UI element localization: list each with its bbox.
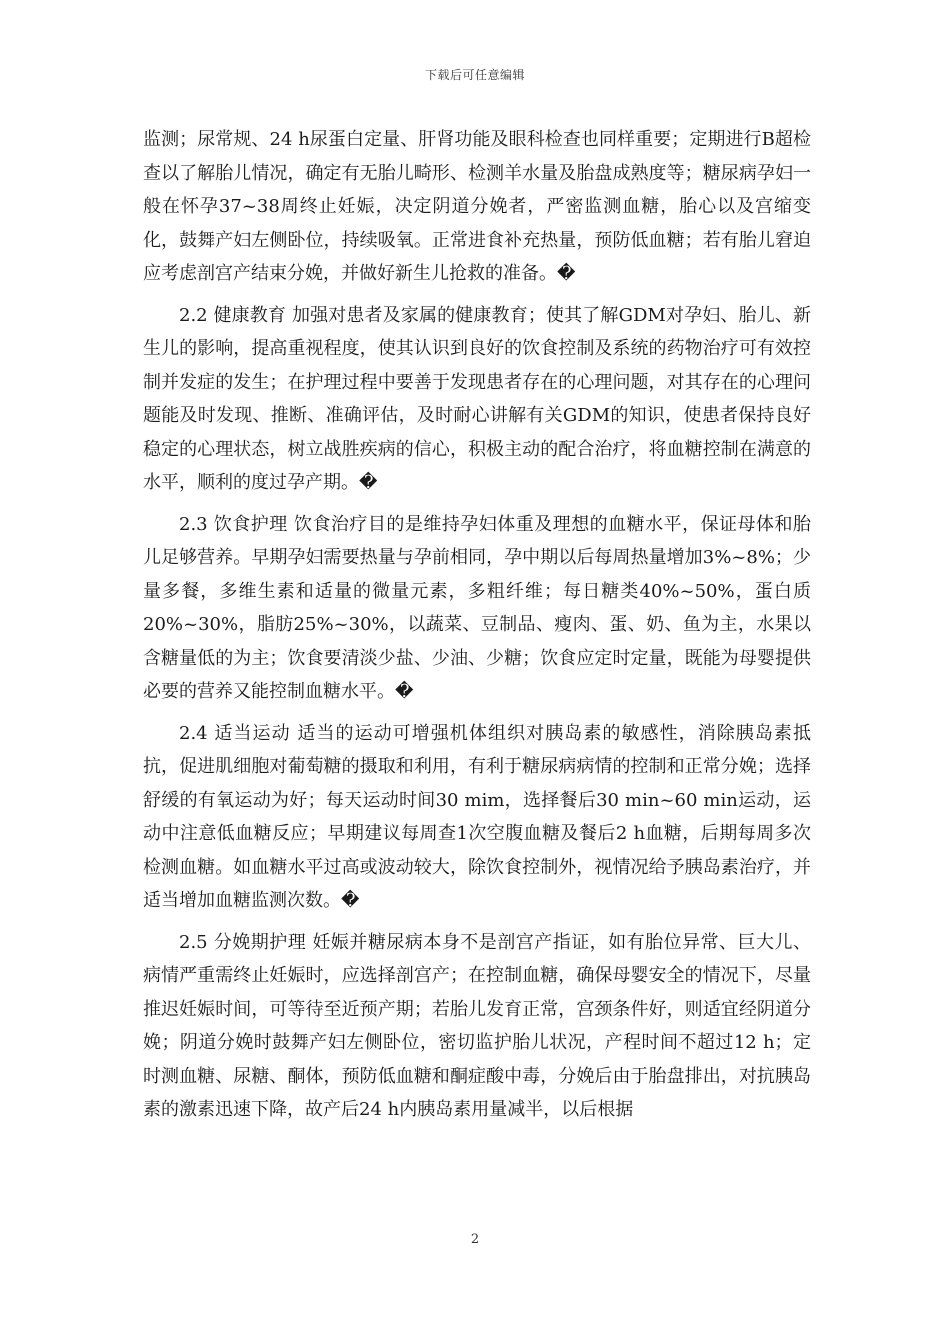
document-body (143, 123, 811, 1135)
paragraph-continuation: 监测；尿常规、24 h尿蛋白定量、肝肾功能及眼科检查也同样重要；定期进行B超检查以了解胎儿情况，确定有无胎儿畸形、检测羊水量及胎盘成熟度等；糖尿病孕妇一般在怀孕37~38周终止妊娠，决定阴道分娩者，严密监测血糖，胎心以及宫缩变化，鼓舞产妇左侧卧位，持续吸氧。正常进食补充热量，预防低血糖；若有胎儿窘迫应考虑剖宫产结束分娩，并做好新生儿抢救的准备。� (143, 129, 811, 284)
paragraph-health-education: 2.2 健康教育 加强对患者及家属的健康教育；使其了解GDM对孕妇、胎儿、新生儿的影响，提高重视程度，使其认识到良好的饮食控制及系统的药物治疗可有效控制并发症的发生；在护理过程中要善于发现患者存在的心理问题，对其存在的心理问题能及时发现、推断、准确评估，及时耐心讲解有关GDM的知识，使患者保持良好稳定的心理状态，树立战胜疾病的信心，积极主动的配合治疗，将血糖控制在满意的水平，顺利的度过孕产期。� (143, 304, 811, 493)
page-header: 下载后可任意编辑 (424, 68, 525, 82)
paragraph-diet-care: 2.3 饮食护理 饮食治疗目的是维持孕妇体重及理想的血糖水平，保证母体和胎儿足够营养。早期孕妇需要热量与孕前相同，孕中期以后每周热量增加3%~8%；少量多餐，多维生素和适量的微量元素，多粗纤维；每日糖类40%~50%，蛋白质20%~30%，脂肪25%~30%，以蔬菜、豆制品、瘦肉、蛋、奶、鱼为主，水果以含糖量低的为主；饮食要清淡少盐、少油、少糖；饮食应定时定量，既能为母婴提供必要的营养又能控制血糖水平。� (143, 513, 811, 702)
paragraph-delivery-care: 2.5 分娩期护理 妊娠并糖尿病本身不是剖宫产指证，如有胎位异常、巨大儿、病情严重需终止妊娠时，应选择剖宫产；在控制血糖，确保母婴安全的情况下，尽量推迟妊娠时间，可等待至近预产期；若胎儿发育正常，宫颈条件好，则适宜经阴道分娩；阴道分娩时鼓舞产妇左侧卧位，密切监护胎儿状况，产程时间不超过12 h；定时测血糖、尿糖、酮体，预防低血糖和酮症酸中毒，分娩后由于胎盘排出，对抗胰岛素的激素迅速下降，故产后24 h内胰岛素用量减半，以后根据 (143, 931, 811, 1120)
paragraph-exercise: 2.4 适当运动 适当的运动可增强机体组织对胰岛素的敏感性，消除胰岛素抵抗，促进肌细胞对葡萄糖的摄取和利用，有利于糖尿病病情的控制和正常分娩；选择舒缓的有氧运动为好；每天运动时间30 mim，选择餐后30 min~60 min运动，运动中注意低血糖反应；早期建议每周查1次空腹血糖及餐后2 h血糖，后期每周多次检测血糖。如血糖水平过高或波动较大，除饮食控制外，视情况给予胰岛素治疗，并适当增加血糖监测次数。� (143, 722, 811, 911)
page-number: 2 (470, 1232, 480, 1247)
